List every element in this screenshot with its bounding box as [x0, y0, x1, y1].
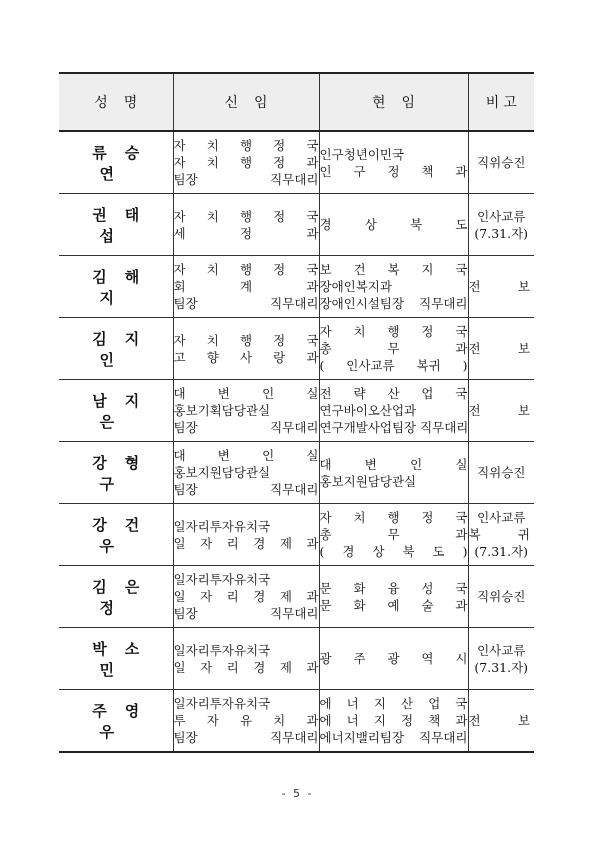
new-post-cell — [173, 194, 319, 256]
personnel-table — [59, 72, 534, 753]
note-cell — [468, 690, 534, 753]
table-header-row — [59, 73, 534, 131]
note-line: 복 귀 — [468, 527, 530, 542]
current-post-line: 광 주 광 역 시 — [319, 651, 468, 666]
note-cell — [468, 442, 534, 504]
current-post-cell — [319, 256, 468, 318]
new-post-line: 세 정 과 — [173, 225, 319, 241]
note-line: 인사교류 — [477, 642, 526, 658]
table-row — [59, 131, 534, 194]
new-post-cell — [173, 131, 319, 194]
current-post-line: 전 략 산 업 국 — [319, 386, 468, 401]
new-post-line: 회 계 과 — [173, 279, 319, 294]
new-post-line: 투 자 유 치 과 — [173, 713, 319, 728]
new-post-line: 일 자 리 경 제 과 — [173, 589, 319, 604]
current-post-line: 보 건 복 지 국 — [319, 262, 468, 277]
header-new-post: 신임 — [173, 73, 319, 131]
table-row — [59, 256, 534, 318]
person-name: 김해지 — [59, 256, 173, 318]
new-post-line: 팀장 직무대리 — [173, 730, 319, 745]
note-cell — [468, 566, 534, 628]
current-post-line: 에너지밸리팀장 직무대리 — [319, 730, 468, 745]
current-post-line: 에 너 지 산 업 국 — [319, 696, 468, 711]
current-post-cell — [319, 318, 468, 380]
new-post-line: 자 치 행 정 국 — [173, 208, 319, 224]
note-cell — [468, 628, 534, 690]
new-post-line: 자 치 행 정 과 — [173, 155, 319, 170]
new-post-cell — [173, 504, 319, 566]
new-post-line: 팀장 직무대리 — [173, 606, 319, 621]
header-name: 성명 — [59, 73, 173, 131]
current-post-line: 총 무 과 — [319, 527, 468, 542]
person-name: 류승연 — [59, 131, 173, 194]
current-post-cell — [319, 504, 468, 566]
new-post-line: 팀장 직무대리 — [173, 482, 319, 497]
current-post-line: 인 구 정 책 과 — [319, 163, 468, 179]
new-post-line: 홍보지원담당관실 — [173, 465, 271, 480]
note-cell — [468, 318, 534, 380]
new-post-line: 일자리투자유치국 — [173, 642, 271, 658]
note-cell — [468, 194, 534, 256]
note-cell — [468, 504, 534, 566]
person-name: 박소민 — [59, 628, 173, 690]
new-post-line: 자 치 행 정 국 — [173, 332, 319, 348]
current-post-line: ( 인사교류 복귀 ) — [319, 358, 468, 373]
new-post-cell — [173, 442, 319, 504]
current-post-line: 인구청년이민국 — [319, 146, 405, 162]
table-row — [59, 318, 534, 380]
page-number: - 5 - — [281, 787, 314, 800]
new-post-line: 일 자 리 경 제 과 — [173, 535, 319, 551]
current-post-line: 장애인복지과 — [319, 279, 392, 294]
new-post-line: 일자리투자유치국 — [173, 518, 271, 534]
note-line: 직위승진 — [477, 465, 526, 480]
current-post-line: 총 무 과 — [319, 341, 468, 356]
current-post-line: 문 화 예 술 과 — [319, 597, 468, 613]
current-post-cell — [319, 131, 468, 194]
new-post-cell — [173, 566, 319, 628]
note-cell — [468, 256, 534, 318]
current-post-line: 연구바이오산업과 — [319, 403, 417, 418]
person-name: 강건우 — [59, 504, 173, 566]
current-post-line: 장애인시설팀장 직무대리 — [319, 296, 468, 311]
note-cell — [468, 131, 534, 194]
current-post-cell — [319, 566, 468, 628]
current-post-line: 에 너 지 정 책 과 — [319, 713, 468, 728]
current-post-cell — [319, 194, 468, 256]
new-post-line: 자 치 행 정 국 — [173, 138, 319, 153]
new-post-line: 팀장 직무대리 — [173, 296, 319, 311]
note-line: (7.31.자) — [474, 225, 529, 241]
table-row — [59, 566, 534, 628]
new-post-cell — [173, 256, 319, 318]
table-row — [59, 380, 534, 442]
table-row — [59, 628, 534, 690]
new-post-line: 팀장 직무대리 — [173, 420, 319, 435]
note-line: 전 보 — [468, 403, 530, 418]
person-name: 강형구 — [59, 442, 173, 504]
table-row — [59, 442, 534, 504]
new-post-line: 일자리투자유치국 — [173, 572, 271, 587]
note-line: (7.31.자) — [474, 659, 529, 675]
header-note: 비고 — [468, 73, 534, 131]
table-row — [59, 504, 534, 566]
new-post-line: 일 자 리 경 제 과 — [173, 659, 319, 675]
table-row — [59, 194, 534, 256]
new-post-line: 일자리투자유치국 — [173, 696, 271, 711]
person-name: 남지은 — [59, 380, 173, 442]
person-name: 권태섭 — [59, 194, 173, 256]
note-line: 전 보 — [468, 713, 530, 728]
new-post-cell — [173, 380, 319, 442]
current-post-line: ( 경 상 북 도 ) — [319, 544, 468, 559]
header-current-post: 현임 — [319, 73, 468, 131]
person-name: 김은정 — [59, 566, 173, 628]
current-post-cell — [319, 628, 468, 690]
note-cell — [468, 380, 534, 442]
current-post-line: 연구개발사업팀장 직무대리 — [319, 420, 469, 435]
new-post-cell — [173, 628, 319, 690]
note-line: 인사교류 — [477, 208, 526, 224]
new-post-line: 대 변 인 실 — [173, 386, 319, 401]
note-line: (7.31.자) — [474, 544, 529, 559]
current-post-line: 자 치 행 정 국 — [319, 324, 468, 339]
new-post-line: 팀장 직무대리 — [173, 172, 319, 187]
note-line: 전 보 — [468, 341, 530, 356]
person-name: 주영우 — [59, 690, 173, 753]
new-post-cell — [173, 318, 319, 380]
note-line: 직위승진 — [477, 155, 526, 170]
new-post-line: 자 치 행 정 국 — [173, 262, 319, 277]
current-post-line: 문 화 융 성 국 — [319, 580, 468, 596]
current-post-line: 경 상 북 도 — [319, 217, 468, 232]
current-post-cell — [319, 380, 468, 442]
note-line: 인사교류 — [477, 510, 526, 525]
table-row — [59, 690, 534, 753]
note-line: 직위승진 — [477, 589, 526, 604]
person-name: 김지인 — [59, 318, 173, 380]
new-post-line: 고 향 사 랑 과 — [173, 349, 319, 365]
current-post-line: 자 치 행 정 국 — [319, 510, 468, 525]
current-post-cell — [319, 690, 468, 753]
current-post-line: 대 변 인 실 — [319, 456, 468, 472]
note-line: 전 보 — [468, 279, 530, 294]
new-post-line: 대 변 인 실 — [173, 448, 319, 463]
table-body — [59, 131, 534, 752]
current-post-line: 홍보지원담당관실 — [319, 473, 417, 489]
new-post-line: 홍보기획담당관실 — [173, 403, 271, 418]
current-post-cell — [319, 442, 468, 504]
new-post-cell — [173, 690, 319, 753]
